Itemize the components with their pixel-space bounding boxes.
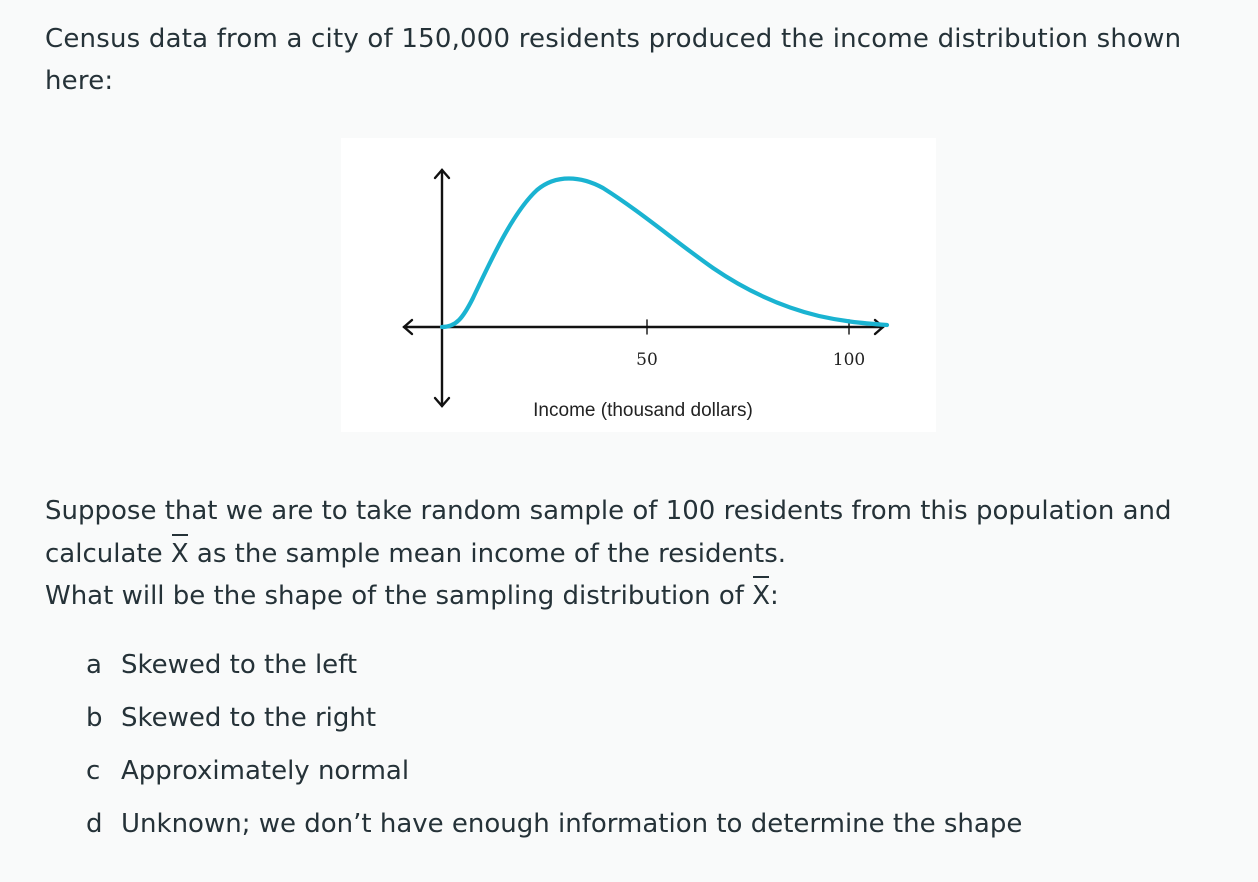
x-tick-50: 50 xyxy=(636,350,658,370)
option-a[interactable] xyxy=(86,644,1022,697)
option-letter: b xyxy=(86,703,103,733)
question-line-3-end: : xyxy=(770,581,779,611)
x-bar-symbol: X xyxy=(171,533,189,576)
x-tick-100: 100 xyxy=(832,350,866,370)
density-curve xyxy=(442,179,887,328)
option-text: Skewed to the left xyxy=(121,650,358,680)
income-distribution-chart xyxy=(341,138,936,432)
x-axis xyxy=(404,320,883,334)
option-text: Skewed to the right xyxy=(121,703,377,733)
x-axis-label: Income (thousand dollars) xyxy=(533,400,753,421)
option-c[interactable] xyxy=(86,750,1022,803)
option-letter: c xyxy=(86,756,101,786)
option-letter: d xyxy=(86,809,103,839)
question-line-2-end: as the sample mean income of the residents. xyxy=(188,538,787,569)
income-distribution-figure xyxy=(341,138,936,432)
intro-text: Census data from a city of 150,000 residents produced the income distribution shown here: xyxy=(45,24,1182,96)
question-line-3 xyxy=(45,575,1245,618)
question-line-3-start: What will be the shape of the sampling distribution of xyxy=(45,581,753,611)
option-letter: a xyxy=(86,650,102,680)
y-axis xyxy=(435,170,449,406)
question-line-2-start: calculate xyxy=(45,538,171,569)
option-d[interactable] xyxy=(86,803,1022,856)
question-text xyxy=(45,490,1245,618)
question-line-1: Suppose that we are to take random sample of 100 residents from this population and xyxy=(45,496,1172,526)
question-line-2 xyxy=(45,533,1245,576)
option-text: Approximately normal xyxy=(121,756,410,786)
answer-options xyxy=(86,644,1022,856)
x-bar-symbol: X xyxy=(752,575,770,618)
option-text: Unknown; we don’t have enough information to determine the shape xyxy=(121,809,1023,839)
option-b[interactable] xyxy=(86,697,1022,750)
